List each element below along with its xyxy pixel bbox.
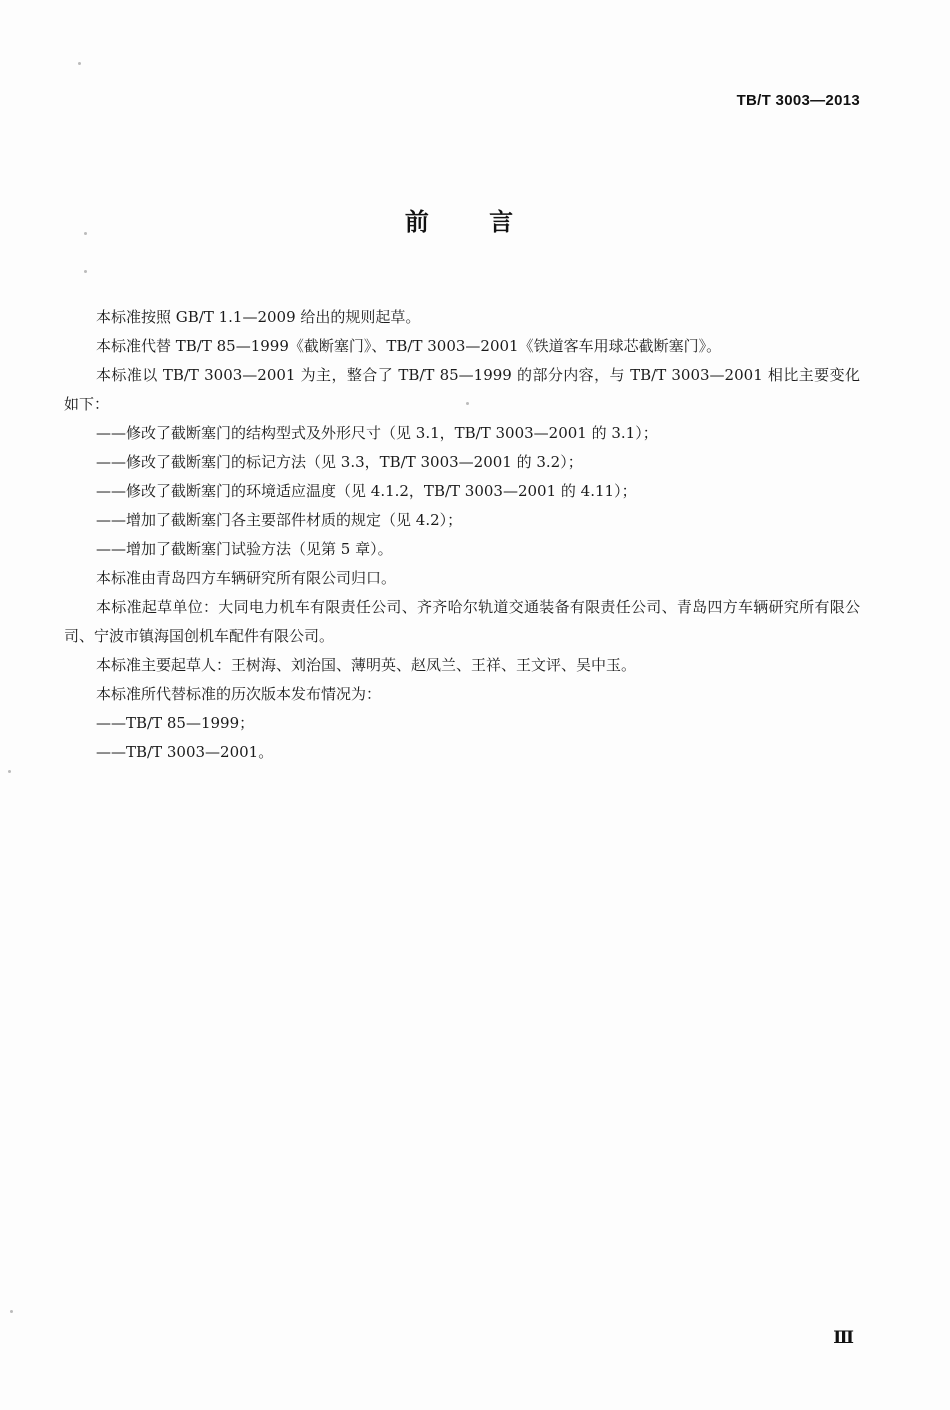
scan-speck xyxy=(78,62,81,65)
scan-speck xyxy=(84,270,87,273)
standard-code: TB/T 3003—2013 xyxy=(736,92,860,109)
list-item: ——TB/T 85—1999； xyxy=(96,714,255,732)
scan-speck xyxy=(8,770,11,773)
list-item: ——修改了截断塞门的结构型式及外形尺寸（见 3.1，TB/T 3003—2001 的 3.1）； xyxy=(96,424,658,442)
paragraph: 本标准代替 TB/T 85—1999《截断塞门》、TB/T 3003—2001《铁道客车用球芯截断塞门》。 xyxy=(96,337,722,355)
paragraph: 本标准按照 GB/T 1.1—2009 给出的规则起草。 xyxy=(96,308,421,326)
paragraph: 本标准以 TB/T 3003—2001 为主，整合了 TB/T 85—1999 的部分内容，与 TB/T 3003—2001 相比主要变化如下： xyxy=(64,366,860,413)
page-title: 前 言 xyxy=(404,208,514,236)
list-item: ——增加了截断塞门试验方法（见第 5 章）。 xyxy=(96,540,393,558)
paragraph: 本标准由青岛四方车辆研究所有限公司归口。 xyxy=(96,569,397,587)
foreword-body xyxy=(64,303,860,767)
list-item: ——TB/T 3003—2001。 xyxy=(96,743,274,761)
paragraph: 本标准主要起草人：王树海、刘治国、薄明英、赵凤兰、王祥、王文评、吴中玉。 xyxy=(96,656,637,674)
page-number: Ⅲ xyxy=(833,1328,854,1348)
list-item: ——增加了截断塞门各主要部件材质的规定（见 4.2）； xyxy=(96,511,463,529)
list-item: ——修改了截断塞门的环境适应温度（见 4.1.2，TB/T 3003—2001 的 4.11）； xyxy=(96,482,637,500)
list-item: ——修改了截断塞门的标记方法（见 3.3，TB/T 3003—2001 的 3.2）； xyxy=(96,453,583,471)
scan-speck xyxy=(10,1310,13,1313)
paragraph: 本标准起草单位：大同电力机车有限责任公司、齐齐哈尔轨道交通装备有限责任公司、青岛四方车辆研究所有限公司、宁波市镇海国创机车配件有限公司。 xyxy=(64,598,860,645)
scan-speck xyxy=(84,232,87,235)
paragraph: 本标准所代替标准的历次版本发布情况为： xyxy=(96,685,382,703)
scan-speck xyxy=(466,402,469,405)
